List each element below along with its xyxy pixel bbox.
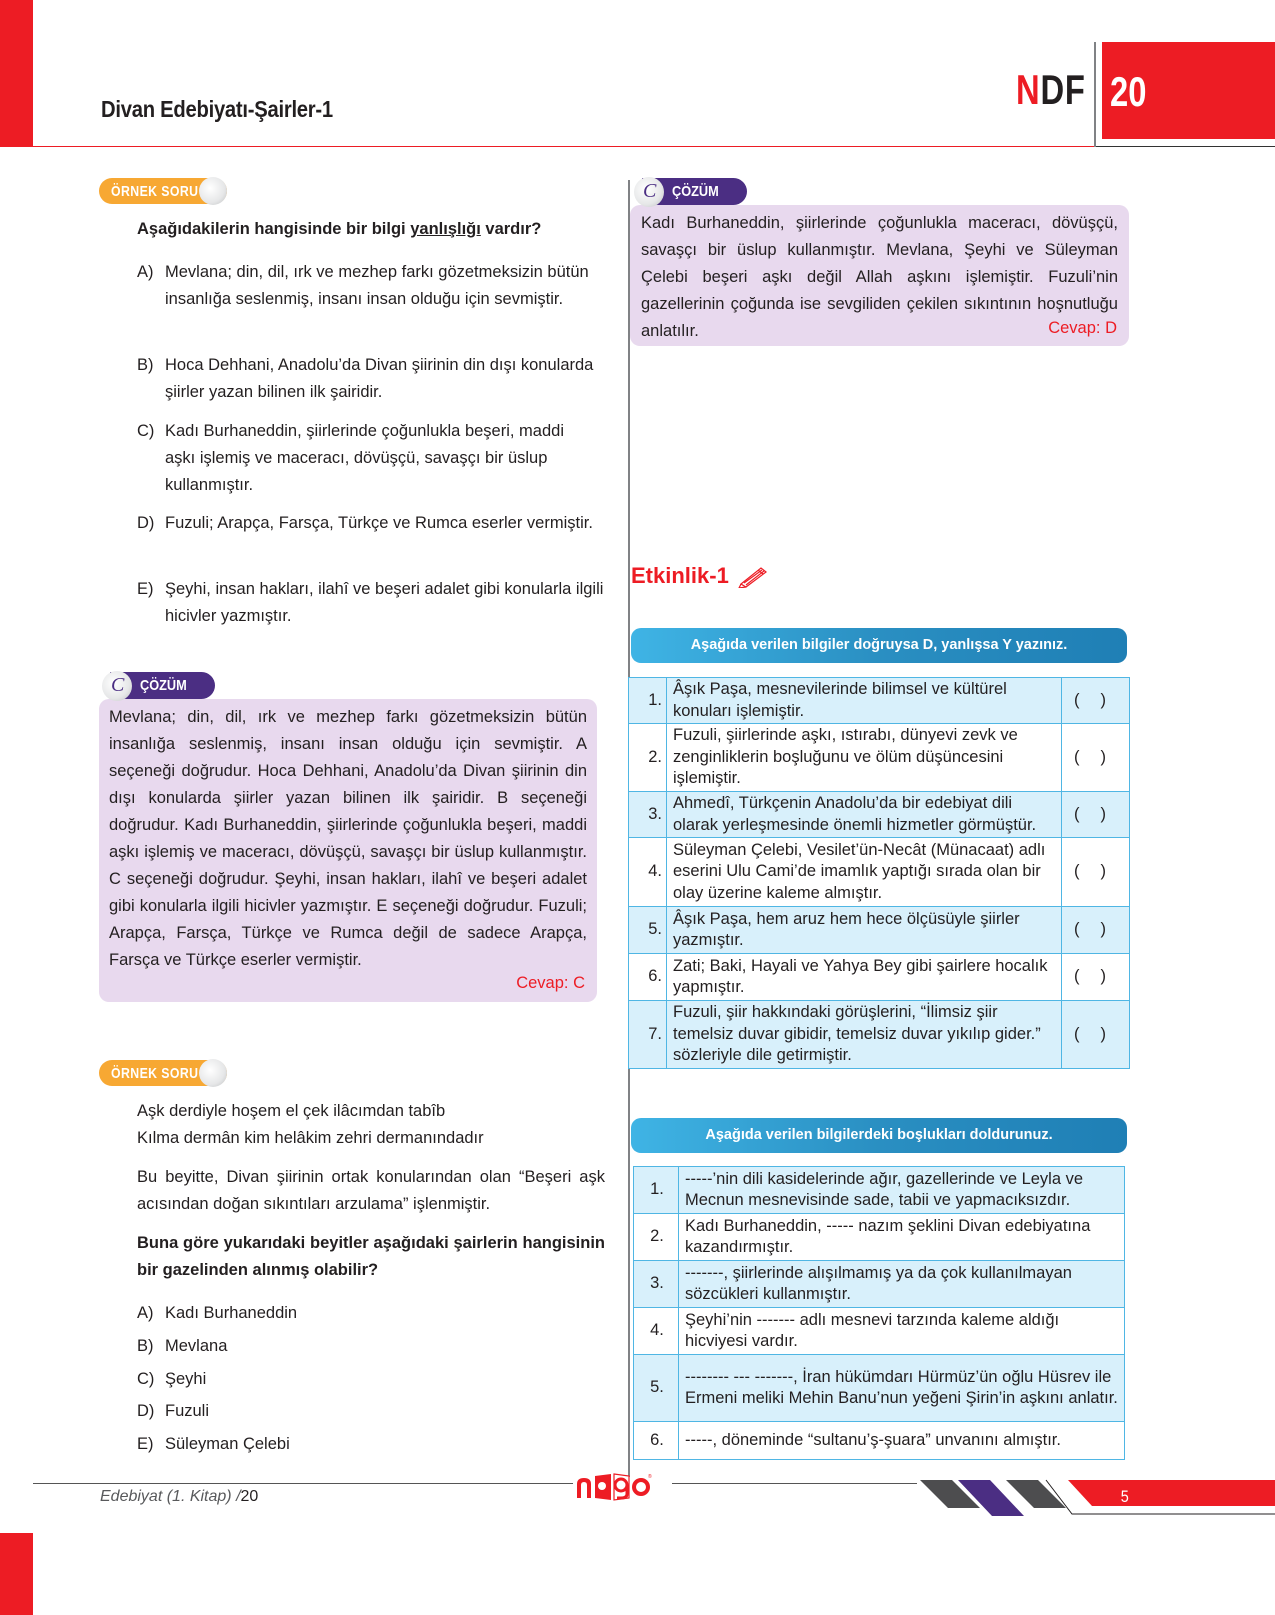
row-statement[interactable]: -------, şiirlerinde alışılmamış ya da çok kullanılmayan sözcükleri kullanmıştır. bbox=[679, 1261, 1125, 1308]
footer-stripes-decoration bbox=[920, 1478, 1275, 1518]
option-text: Kadı Burhaneddin, şiirlerinde çoğunlukla beşeri, maddi aşkı işlemiş ve maceracı, dövüşçü, savaşçı bir üslup kullanmıştır. bbox=[165, 422, 564, 494]
q2-option-c[interactable] bbox=[137, 1366, 597, 1393]
pencil-icon bbox=[737, 564, 769, 588]
badge-knob-icon bbox=[199, 177, 227, 205]
badge-knob-icon bbox=[199, 1059, 227, 1087]
option-letter: C) bbox=[137, 422, 155, 440]
row-statement[interactable]: Şeyhi’nin ------- adlı mesnevi tarzında kaleme aldığı hicviyesi vardır. bbox=[679, 1308, 1125, 1355]
cozum-c-icon: C bbox=[102, 671, 132, 701]
badge-label: ÇÖZÜM bbox=[140, 677, 187, 694]
option-letter: D) bbox=[137, 514, 155, 532]
option-text: Şeyhi, insan hakları, ilahî ve beşeri adalet gibi konularla ilgili hicivler yazmıştır. bbox=[165, 580, 604, 625]
answer-blank[interactable]: ( ) bbox=[1062, 724, 1130, 792]
option-text: Kadı Burhaneddin bbox=[165, 1304, 298, 1322]
header-divider-dark bbox=[1096, 146, 1275, 147]
option-text: Mevlana; din, dil, ırk ve mezhep farkı gözetmeksizin bütün insanlığa seslenmiş, insanı insan olduğu için sevmiştir. bbox=[165, 263, 589, 308]
option-letter: B) bbox=[137, 1337, 154, 1355]
table-row bbox=[629, 792, 1130, 838]
row-number: 6. bbox=[629, 954, 667, 1001]
row-statement: Âşık Paşa, mesnevilerinde bilimsel ve kültürel konuları işlemiştir. bbox=[667, 678, 1062, 724]
badge-label: ÖRNEK SORU bbox=[111, 1065, 199, 1082]
row-number: 1. bbox=[634, 1167, 679, 1214]
publisher-logo-icon bbox=[575, 1470, 673, 1502]
svg-text:®: ® bbox=[648, 1474, 652, 1480]
option-text: Fuzuli; Arapça, Farsça, Türkçe ve Rumca eserler vermiştir. bbox=[165, 514, 593, 532]
solution-2-answer: Cevap: D bbox=[1048, 319, 1117, 337]
row-statement[interactable]: -----, döneminde “sultanu’ş-şuara” unvanını almıştır. bbox=[679, 1422, 1125, 1460]
table-row bbox=[634, 1261, 1125, 1308]
row-statement: Ahmedî, Türkçenin Anadolu’da bir edebiyat dili olarak yerleşmesinde önemli hizmetler görmüştür. bbox=[667, 792, 1062, 838]
table-row bbox=[634, 1422, 1125, 1460]
table-row bbox=[629, 724, 1130, 792]
cozum-badge-2 bbox=[642, 178, 747, 205]
fill-blanks-table bbox=[633, 1166, 1125, 1460]
stem-underlined: yanlışlığı bbox=[410, 220, 481, 238]
solution-1-box bbox=[99, 699, 597, 1002]
row-number: 4. bbox=[629, 838, 667, 907]
stem-text: Aşağıdakilerin hangisinde bir bilgi bbox=[137, 220, 411, 238]
page-number: 5 bbox=[1120, 1487, 1129, 1506]
table-row bbox=[634, 1308, 1125, 1355]
question-1-stem bbox=[137, 216, 607, 243]
true-false-instruction-banner: Aşağıda verilen bilgiler doğruysa D, yanlışsa Y yazınız. bbox=[631, 628, 1127, 663]
option-letter: D) bbox=[137, 1402, 155, 1420]
option-text: Süleyman Çelebi bbox=[165, 1435, 290, 1453]
left-red-bar-top bbox=[0, 0, 33, 147]
header-divider bbox=[33, 146, 1096, 147]
verse-line-1: Aşk derdiyle hoşem el çek ilâcımdan tabîb bbox=[137, 1102, 446, 1120]
ornek-soru-badge-2 bbox=[99, 1060, 227, 1086]
option-letter: B) bbox=[137, 356, 154, 374]
brand-df: DF bbox=[1040, 66, 1086, 113]
question-2-context: Bu beyitte, Divan şiirinin ortak konularından olan “Beşeri aşk acısından doğan sıkıntıları arzulama” işlenmiştir. bbox=[137, 1168, 605, 1213]
badge-label: ÇÖZÜM bbox=[672, 183, 719, 200]
row-statement: Âşık Paşa, hem aruz hem hece ölçüsüyle şiirler yazmıştır. bbox=[667, 907, 1062, 954]
row-number: 2. bbox=[629, 724, 667, 792]
activity-title: Etkinlik-1 bbox=[631, 563, 729, 588]
table-row bbox=[629, 678, 1130, 724]
table-row bbox=[629, 907, 1130, 954]
option-letter: A) bbox=[137, 263, 154, 281]
row-number: 4. bbox=[634, 1308, 679, 1355]
row-number: 2. bbox=[634, 1214, 679, 1261]
q1-option-a[interactable] bbox=[137, 259, 597, 313]
footer-divider-left bbox=[33, 1483, 573, 1484]
brand-divider bbox=[1094, 42, 1096, 147]
table-row bbox=[629, 838, 1130, 907]
table-row bbox=[634, 1355, 1125, 1422]
row-number: 5. bbox=[634, 1355, 679, 1422]
row-statement: Fuzuli, şiir hakkındaki görüşlerini, “İlimsiz şiir temelsiz duvar gibidir, temelsiz duvar yıkılıp gider.” sözleriyle dile getirmiştir. bbox=[667, 1001, 1062, 1069]
row-statement[interactable]: -------- --- -------, İran hükümdarı Hürmüz’ün oğlu Hüsrev ile Ermeni meliki Mehin Banu’nun yeğeni Şirin’in aşkını anlatır. bbox=[679, 1355, 1125, 1422]
badge-label: ÖRNEK SORU bbox=[111, 183, 199, 200]
solution-1-answer: Cevap: C bbox=[516, 974, 585, 992]
question-2-stem: Buna göre yukarıdaki beyitler aşağıdaki şairlerin hangisinin bir gazelinden alınmış olabilir? bbox=[137, 1234, 605, 1279]
cozum-c-icon: C bbox=[634, 177, 664, 207]
row-statement: Zati; Baki, Hayali ve Yahya Bey gibi şairlere hocalık yapmıştır. bbox=[667, 954, 1062, 1001]
table-row bbox=[629, 1001, 1130, 1069]
row-number: 3. bbox=[629, 792, 667, 838]
q1-option-d[interactable] bbox=[137, 510, 597, 537]
table-row bbox=[634, 1214, 1125, 1261]
footer-book-label bbox=[100, 1488, 258, 1506]
stem-text-end: vardır? bbox=[480, 220, 542, 238]
answer-blank[interactable]: ( ) bbox=[1062, 954, 1130, 1001]
answer-blank[interactable]: ( ) bbox=[1062, 907, 1130, 954]
book-title: Edebiyat (1. Kitap) / bbox=[100, 1488, 241, 1505]
row-statement: Fuzuli, şiirlerinde aşkı, ıstırabı, dünyevi zevk ve zenginliklerin boşluğunu ve ölüm düşüncesini işlemiştir. bbox=[667, 724, 1062, 792]
option-letter: E) bbox=[137, 1435, 154, 1453]
brand-ndf bbox=[1016, 66, 1086, 114]
option-text: Hoca Dehhani, Anadolu’da Divan şiirinin din dışı konularda şiirler yazan bilinen ilk şairidir. bbox=[165, 356, 594, 401]
row-number: 7. bbox=[629, 1001, 667, 1069]
row-number: 1. bbox=[629, 678, 667, 724]
row-number: 3. bbox=[634, 1261, 679, 1308]
answer-blank[interactable]: ( ) bbox=[1062, 838, 1130, 907]
unit-number: 20 bbox=[1110, 68, 1147, 115]
row-statement[interactable]: -----’nin dili kasidelerinde ağır, gazellerinde ve Leyla ve Mecnun mesnevisinde sade, tabii ve yapmacıksızdır. bbox=[679, 1167, 1125, 1214]
row-number: 6. bbox=[634, 1422, 679, 1460]
answer-blank[interactable]: ( ) bbox=[1062, 678, 1130, 724]
solution-2-box bbox=[630, 205, 1129, 346]
option-letter: A) bbox=[137, 1304, 154, 1322]
option-text: Fuzuli bbox=[165, 1402, 210, 1420]
option-letter: C) bbox=[137, 1370, 155, 1388]
activity-heading bbox=[631, 563, 769, 589]
left-red-bar-bottom bbox=[0, 1533, 33, 1615]
brand-n: N bbox=[1016, 66, 1041, 113]
answer-blank[interactable]: ( ) bbox=[1062, 792, 1130, 838]
row-number: 5. bbox=[629, 907, 667, 954]
q1-option-b[interactable] bbox=[137, 352, 597, 406]
table-row bbox=[629, 954, 1130, 1001]
fill-blanks-instruction-banner: Aşağıda verilen bilgilerdeki boşlukları doldurunuz. bbox=[631, 1118, 1127, 1153]
q1-option-c[interactable] bbox=[137, 418, 597, 499]
option-letter: E) bbox=[137, 580, 154, 598]
verse-line-2: Kılma dermân kim helâkim zehri dermanındadır bbox=[137, 1129, 484, 1147]
ornek-soru-badge bbox=[99, 178, 227, 204]
q2-option-b[interactable] bbox=[137, 1333, 597, 1360]
option-text: Mevlana bbox=[165, 1337, 228, 1355]
table-row bbox=[634, 1167, 1125, 1214]
q2-option-e[interactable] bbox=[137, 1431, 597, 1458]
q2-option-d[interactable] bbox=[137, 1398, 597, 1425]
row-statement: Süleyman Çelebi, Vesilet’ün-Necât (Münacaat) adlı eserini Ulu Cami’de imamlık yaptığı sırada olan bir olay üzerine kaleme almıştır. bbox=[667, 838, 1062, 907]
q2-option-a[interactable] bbox=[137, 1300, 597, 1327]
footer-divider-right bbox=[672, 1483, 917, 1484]
answer-blank[interactable]: ( ) bbox=[1062, 1001, 1130, 1069]
cozum-badge bbox=[110, 672, 215, 699]
option-text: Şeyhi bbox=[165, 1370, 207, 1388]
row-statement[interactable]: Kadı Burhaneddin, ----- nazım şeklini Divan edebiyatına kazandırmıştır. bbox=[679, 1214, 1125, 1261]
solution-2-text: Kadı Burhaneddin, şiirlerinde çoğunlukla maceracı, dövüşçü, savaşçı bir üslup kullanmıştır. Mevlana, Şeyhi ve Süleyman Çelebi beşeri aşkı değil Allah aşkını işlemiştir. Fuzuli’nin gazellerinin çoğunda ise sevgiliden çekilen sıkıntının hoşnutluğu anlatılır. bbox=[641, 214, 1118, 340]
true-false-table bbox=[628, 677, 1130, 1069]
solution-1-text: Mevlana; din, dil, ırk ve mezhep farkı gözetmeksizin bütün insanlığa seslenmiş, insanı insan olduğu için sevmiştir. A seçeneği doğrudur. Hoca Dehhani, Anadolu’da Divan şiirinin din dışı konularda şiirler yazan bilinen ilk şairidir. B seçeneği doğrudur. Kadı Burhaneddin, şiirlerinde çoğunlukla beşeri, maddi aşkı işlemiş ve maceracı, dövüşçü, savaşçı bir üslup kullanmıştır. C seçeneği doğrudur. Şeyhi, insan hakları, ilahî ve beşeri adalet gibi konularla ilgili hicivler yazmıştır. E seçeneği doğrudur. Fuzuli; Arapça, Farsça, Türkçe ve Rumca değil de sadece Arapça, Farsça ve Türkçe eserler vermiştir. bbox=[109, 708, 587, 969]
page-title: Divan Edebiyatı-Şairler-1 bbox=[101, 96, 333, 122]
q1-option-e[interactable] bbox=[137, 576, 607, 630]
book-page: 20 bbox=[240, 1488, 259, 1505]
